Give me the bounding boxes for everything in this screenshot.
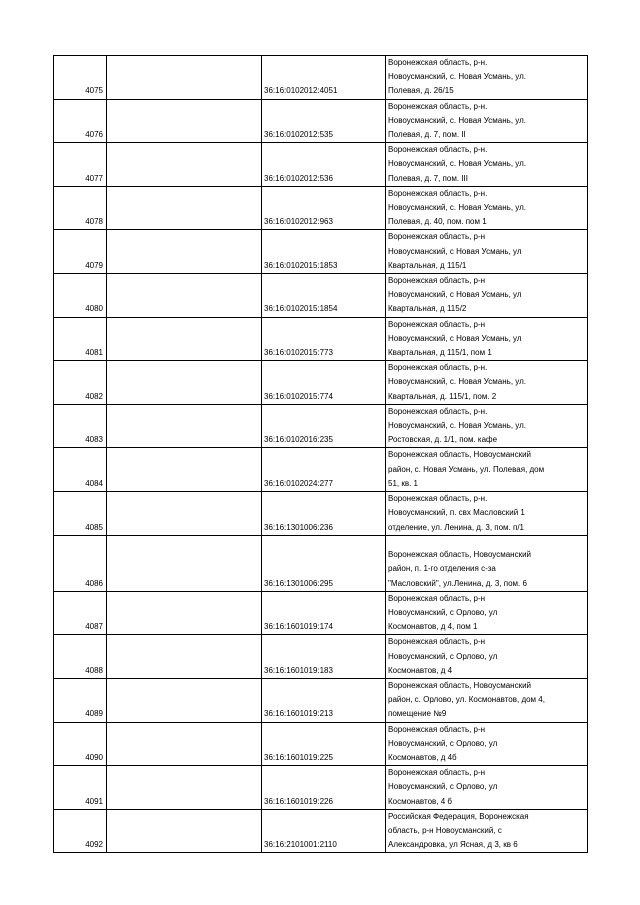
- row-number-cell: 4081: [54, 317, 107, 361]
- table-row: [54, 766, 588, 810]
- empty-cell: [107, 591, 262, 635]
- empty-cell: [107, 361, 262, 405]
- table-row: [54, 448, 588, 492]
- address-cell: Воронежская область, Новоусманский район, с. Новая Усмань, ул. Полевая, дом 51, кв. 1: [386, 448, 588, 492]
- row-number-cell: 4082: [54, 361, 107, 405]
- address-cell: Воронежская область, р-н. Новоусманский, с. Новая Усмань, ул. Полевая, д. 40, пом. пом 1: [386, 186, 588, 230]
- row-number-cell: 4075: [54, 56, 107, 100]
- address-cell: Воронежская область, р-н Новоусманский, с Орлово, ул Космонавтов, д 4, пом 1: [386, 591, 588, 635]
- address-cell: Воронежская область, р-н Новоусманский, с Новая Усмань, ул Квартальная, д 115/1, пом 1: [386, 317, 588, 361]
- address-cell: Воронежская область, р-н. Новоусманский, п. свх Масловский 1 отделение, ул. Ленина, д. 3, пом. п/1: [386, 492, 588, 536]
- row-number-cell: 4077: [54, 143, 107, 187]
- table-row: [54, 99, 588, 143]
- cadastral-number-cell: 36:16:0102024:277: [262, 448, 386, 492]
- empty-cell: [107, 230, 262, 274]
- row-number-cell: 4084: [54, 448, 107, 492]
- cadastral-number-cell: 36:16:1301006:236: [262, 492, 386, 536]
- address-cell: Воронежская область, р-н Новоусманский, с Новая Усмань, ул Квартальная, д 115/1: [386, 230, 588, 274]
- table-row: [54, 591, 588, 635]
- cadastral-number-cell: 36:16:0102012:536: [262, 143, 386, 187]
- address-cell: Воронежская область, р-н Новоусманский, с Орлово, ул Космонавтов, 4 б: [386, 766, 588, 810]
- empty-cell: [107, 317, 262, 361]
- table-row: [54, 535, 588, 591]
- row-number-cell: 4089: [54, 678, 107, 722]
- registry-table: [53, 55, 588, 853]
- empty-cell: [107, 274, 262, 318]
- address-cell: Воронежская область, р-н. Новоусманский, с. Новая Усмань, ул. Ростовская, д. 1/1, пом. кафе: [386, 404, 588, 448]
- cadastral-number-cell: 36:16:1601019:183: [262, 635, 386, 679]
- empty-cell: [107, 678, 262, 722]
- address-cell: Российская Федерация, Воронежская область, р-н Новоусманский, с Александровка, ул Ясная, д 3, кв 6: [386, 809, 588, 853]
- row-number-cell: 4087: [54, 591, 107, 635]
- row-number-cell: 4086: [54, 535, 107, 591]
- empty-cell: [107, 809, 262, 853]
- empty-cell: [107, 186, 262, 230]
- row-number-cell: 4088: [54, 635, 107, 679]
- row-number-cell: 4092: [54, 809, 107, 853]
- address-cell: Воронежская область, р-н Новоусманский, с Новая Усмань, ул Квартальная, д 115/2: [386, 274, 588, 318]
- table-row: [54, 230, 588, 274]
- empty-cell: [107, 99, 262, 143]
- table-row: [54, 492, 588, 536]
- row-number-cell: 4079: [54, 230, 107, 274]
- cadastral-number-cell: 36:16:0102015:774: [262, 361, 386, 405]
- address-cell: Воронежская область, р-н Новоусманский, с Орлово, ул Космонавтов, д 4б: [386, 722, 588, 766]
- cadastral-number-cell: 36:16:0102015:1854: [262, 274, 386, 318]
- empty-cell: [107, 635, 262, 679]
- table-row: [54, 404, 588, 448]
- table-row: [54, 635, 588, 679]
- cadastral-number-cell: 36:16:0102015:773: [262, 317, 386, 361]
- cadastral-number-cell: 36:16:1601019:226: [262, 766, 386, 810]
- empty-cell: [107, 56, 262, 100]
- row-number-cell: 4078: [54, 186, 107, 230]
- address-cell: Воронежская область, Новоусманский район, п. 1-го отделения с-за "Масловский", ул.Ленина, д. 3, пом. 6: [386, 535, 588, 591]
- address-cell: Воронежская область, р-н. Новоусманский, с. Новая Усмань, ул. Полевая, д. 7, пом. II: [386, 99, 588, 143]
- empty-cell: [107, 143, 262, 187]
- table-row: [54, 317, 588, 361]
- empty-cell: [107, 722, 262, 766]
- document-page: [53, 55, 588, 853]
- cadastral-number-cell: 36:16:1601019:213: [262, 678, 386, 722]
- row-number-cell: 4083: [54, 404, 107, 448]
- empty-cell: [107, 766, 262, 810]
- cadastral-number-cell: 36:16:0102012:963: [262, 186, 386, 230]
- table-row: [54, 56, 588, 100]
- table-row: [54, 722, 588, 766]
- empty-cell: [107, 535, 262, 591]
- cadastral-number-cell: 36:16:1601019:225: [262, 722, 386, 766]
- cadastral-number-cell: 36:16:0102012:4051: [262, 56, 386, 100]
- table-row: [54, 361, 588, 405]
- address-cell: Воронежская область, р-н. Новоусманский, с. Новая Усмань, ул. Полевая, д. 26/15: [386, 56, 588, 100]
- row-number-cell: 4076: [54, 99, 107, 143]
- table-row: [54, 274, 588, 318]
- cadastral-number-cell: 36:16:0102015:1853: [262, 230, 386, 274]
- row-number-cell: 4090: [54, 722, 107, 766]
- row-number-cell: 4091: [54, 766, 107, 810]
- empty-cell: [107, 404, 262, 448]
- row-number-cell: 4085: [54, 492, 107, 536]
- cadastral-number-cell: 36:16:2101001:2110: [262, 809, 386, 853]
- cadastral-number-cell: 36:16:1601019:174: [262, 591, 386, 635]
- address-cell: Воронежская область, р-н. Новоусманский, с. Новая Усмань, ул. Полевая, д. 7, пом. III: [386, 143, 588, 187]
- cadastral-number-cell: 36:16:1301006:295: [262, 535, 386, 591]
- row-number-cell: 4080: [54, 274, 107, 318]
- empty-cell: [107, 448, 262, 492]
- address-cell: Воронежская область, Новоусманский район, с. Орлово, ул. Космонавтов, дом 4, помещение №9: [386, 678, 588, 722]
- table-row: [54, 143, 588, 187]
- table-row: [54, 678, 588, 722]
- cadastral-number-cell: 36:16:0102012:535: [262, 99, 386, 143]
- address-cell: Воронежская область, р-н. Новоусманский, с. Новая Усмань, ул. Квартальная, д. 115/1, пом. 2: [386, 361, 588, 405]
- table-row: [54, 809, 588, 853]
- empty-cell: [107, 492, 262, 536]
- cadastral-number-cell: 36:16:0102016:235: [262, 404, 386, 448]
- address-cell: Воронежская область, р-н Новоусманский, с Орлово, ул Космонавтов, д 4: [386, 635, 588, 679]
- table-row: [54, 186, 588, 230]
